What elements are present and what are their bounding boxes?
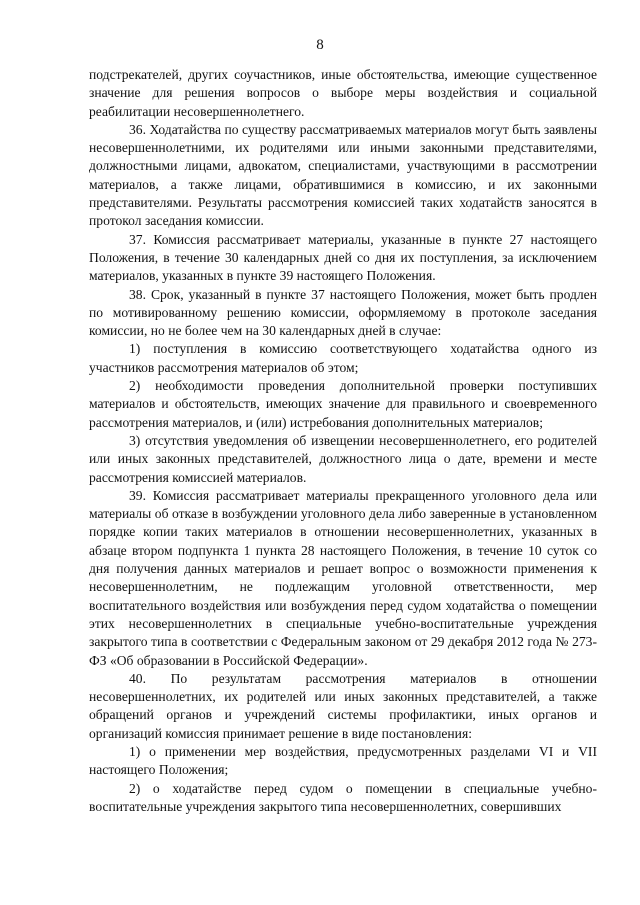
paragraph-38-item-3: 3) отсутствия уведомления об извещении несовершеннолетнего, его родителей или иных законных представителей, должностного лица о дате, времени и месте рассмотрения комиссией материалов.: [89, 432, 597, 485]
paragraph-40-item-2: 2) о ходатайстве перед судом о помещении в специальные учебно-воспитательные учреждения закрытого типа несовершеннолетних, совершивших: [89, 780, 597, 814]
paragraph-continuation: подстрекателей, других соучастников, иные обстоятельства, имеющие существенное значение для решения вопросов о выборе меры воздействия и социальной реабилитации несовершеннолетнего.: [89, 67, 597, 119]
paragraph-38-item-2: 2) необходимости проведения дополнительной проверки поступивших материалов и обстоятельств, имеющих значение для правильного и своевременного рассмотрения материалов, и (или) истребования дополнительных материалов;: [89, 378, 597, 430]
paragraph-40: 40. По результатам рассмотрения материалов в отношении несовершеннолетних, их родителей или иных законных представителей, а также обращений органов и учреждений системы профилактики, иных органов и организаций комиссия принимает решение в виде постановления:: [89, 670, 597, 741]
paragraph-38: 38. Срок, указанный в пункте 37 настоящего Положения, может быть продлен по мотивированному решению комиссии, оформляемому в протоколе заседания комиссии, но не более чем на 30 календарных дней в случае:: [89, 286, 597, 339]
document-body: [89, 66, 597, 816]
paragraph-39: 39. Комиссия рассматривает материалы прекращенного уголовного дела или материалы об отказе в возбуждении уголовного дела либо заверенные в установленном порядке копии таких материалов в отношении несовершеннолетних, указанных в абзаце втором подпункта 1 пункта 28 настоящего Положения, в течение 10 суток со дня получения данных материалов и решает вопрос о возможности применения к несовершеннолетним, не подлежащим уголовной ответственности, мер воспитательного воздействия или возбуждения перед судом ходатайства о помещении этих несовершеннолетних в специальные учебно-воспитательные учреждения закрытого типа в соответствии с Федеральным законом от 29 декабря 2012 года № 273-ФЗ «Об образовании в Российской Федерации».: [89, 487, 597, 668]
page-number: 8: [316, 37, 324, 53]
paragraph-40-item-1: 1) о применении мер воздействия, предусмотренных разделами VI и VII настоящего Положения;: [89, 743, 597, 778]
paragraph-38-item-1: 1) поступления в комиссию соответствующего ходатайства одного из участников рассмотрения материалов об этом;: [89, 341, 597, 375]
paragraph-37: 37. Комиссия рассматривает материалы, указанные в пункте 27 настоящего Положения, в течение 30 календарных дней со дня их поступления, за исключением материалов, указанных в пункте 39 настоящего Положения.: [89, 231, 597, 284]
paragraph-36: 36. Ходатайства по существу рассматриваемых материалов могут быть заявлены несовершеннолетними, их родителями или иными законными представителями, должностными лицами, адвокатом, специалистами, участвующими в рассмотрении материалов, а также лицами, обратившимися в комиссию, и их законными представителями. Результаты рассмотрения комиссией таких ходатайств заносятся в протокол заседания комиссии.: [89, 121, 597, 229]
